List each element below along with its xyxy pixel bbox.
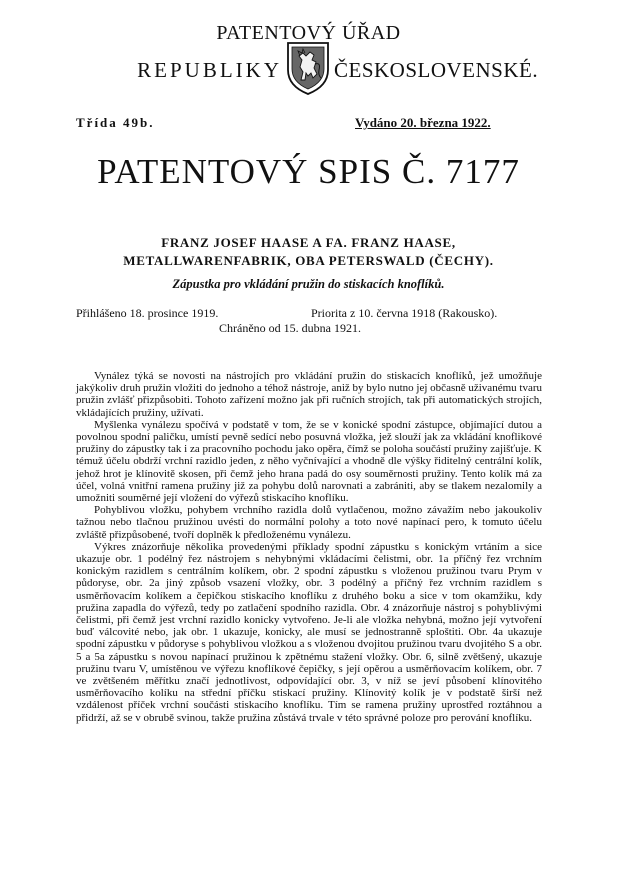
republic-right-text: ČESKOSLOVENSKÉ. bbox=[334, 58, 539, 82]
patent-body-text bbox=[76, 370, 542, 724]
body-paragraph: Výkres znázorňuje několika provedenými příklady spodní zápustku s konickým vrtáním a sice ukazuje obr. 1 podélný řez nástrojem s nehybnými vkládacími čelistmi, obr. 1a příčný řez vrchním konickým razidlem s centrálním kolíkem, obr. 2 spodní zápustku s vloženou pružinou tvaru Prym v půdoryse, obr. 2a jiný způsob vsazení vložky, obr. 3 podélný a příčný řez vrchním razidlem s usměrňovacím kolíkem a čepičkou stiskacího knoflíku z druhého boku a sice v tom okamžiku, kdy pružina zapadla do výřezů, tedy po zatlačení spodního razidla. Obr. 4 znázorňuje nástroj s pohyblivými čelistmi, při čemž jest vrchní razidlo konicky vytvořeno. Je-li ale vložka nehybná, možno její vytvoření buď válcovité nebo, jak obr. 1 ukazuje, konicky, ale musí se jednostranně sploštiti. Obr. 4a ukazuje spodní zápustku v půdoryse s pohyblivou vložkou a s vloženou dvojitou pružinou tvaru dvojitého S a obr. 5 a 5a zápustku s novou napínací pružinou k zpětnému stažení vložky. Obr. 6, silně zvětšený, ukazuje pružinu tvaru V, umístěnou ve výřezu knoflíkové čepičky, s její opěrou a usměrňovacím kolíkem, obr. 7 ve zvětšeném měřítku značí jednotlivost, odpovídající obr. 3, v níž se jeví působení klínovitého usměrňovacího kolíku na střední příčku stiskací pružiny. Klínovitý kolík je v podstatě širší než vzdálenost příček vrchní součásti stiskacího knoflíku. Tím se ramena pružiny uprostřed roztáhnou a přidrží, až se v obrubě svinou, takže pružina zůstává trvale v této správné poloze pro perování knoflíku. bbox=[76, 540, 542, 724]
body-paragraph: Vynález týká se novosti na nástrojích pro vkládání pružin do stiskacích knoflíků, jež umožňuje jakýkoliv druh pružin vložiti do jednoho a téhož nástroje, aniž by bylo nutno jej občasně uživanému tvaru pružin zvlášť přizpůsobiti. Tohoto zařízení možno jak při ručních strojích, tak při automatických strojích, vkládajících pružiny, užívati. bbox=[76, 370, 542, 419]
republic-left-text: REPUBLIKY bbox=[137, 58, 282, 82]
patent-class-label: Třída 49b. bbox=[76, 115, 155, 130]
applicants-line: METALLWARENFABRIK, OBA PETERSWALD (ČECHY). bbox=[123, 253, 494, 268]
body-paragraph: Pohyblivou vložku, pohybem vrchního razidla dolů vytlačenou, možno závažím nebo jakoukoliv tažnou nebo tlačnou pružinou uvésti do normální polohy a toto nové napínací pero, k tomuto účelu zvláště přizpůsobené, tvoří doplněk k předloženému vynálezu. bbox=[76, 504, 542, 541]
protection-date: Chráněno od 15. dubna 1921. bbox=[219, 321, 361, 335]
filing-date: Přihlášeno 18. prosince 1919. bbox=[76, 306, 219, 320]
applicants-block bbox=[0, 234, 617, 270]
body-paragraph: Myšlenka vynálezu spočívá v podstatě v tom, že se v konické spodní zástupce, objímající dutou a povolnou spodní paličku, umístí pevně sedící nebo posuvná vložka, jež slouží jak za vkládání knoflikové pružiny do zápustky tak i za pracovního pochodu jako opěra, čímž se poloha součástí pružiny zajišťuje. K témuž účelu obdrží vrchní razidlo jeden, z něho vyčnívající a vhodně dle výšky řiditelný centrální kolík, jehož hrot je klínovitě skosen, při čemž jeho hrana padá do osy souměrnosti pružiny. Tento kolík má za účel, volná vnitřní ramena pružiny již za pohybu dolů narovnati a zabrániti, aby se tlakem nezalomily a umožniti souměrné její vložení do výřezů stiskacího knoflíku. bbox=[76, 418, 542, 505]
office-title: PATENTOVÝ ÚŘAD bbox=[216, 22, 401, 44]
czechoslovak-lion-emblem-icon bbox=[284, 40, 332, 96]
priority-date: Priorita z 10. června 1918 (Rakousko). bbox=[311, 306, 498, 320]
applicants-line: FRANZ JOSEF HAASE A FA. FRANZ HAASE, bbox=[161, 235, 456, 250]
invention-title: Zápustka pro vkládání pružin do stiskacích knoflíků. bbox=[172, 277, 445, 291]
document-title: PATENTOVÝ SPIS Č. 7177 bbox=[97, 152, 520, 191]
issue-date: Vydáno 20. března 1922. bbox=[355, 115, 491, 130]
